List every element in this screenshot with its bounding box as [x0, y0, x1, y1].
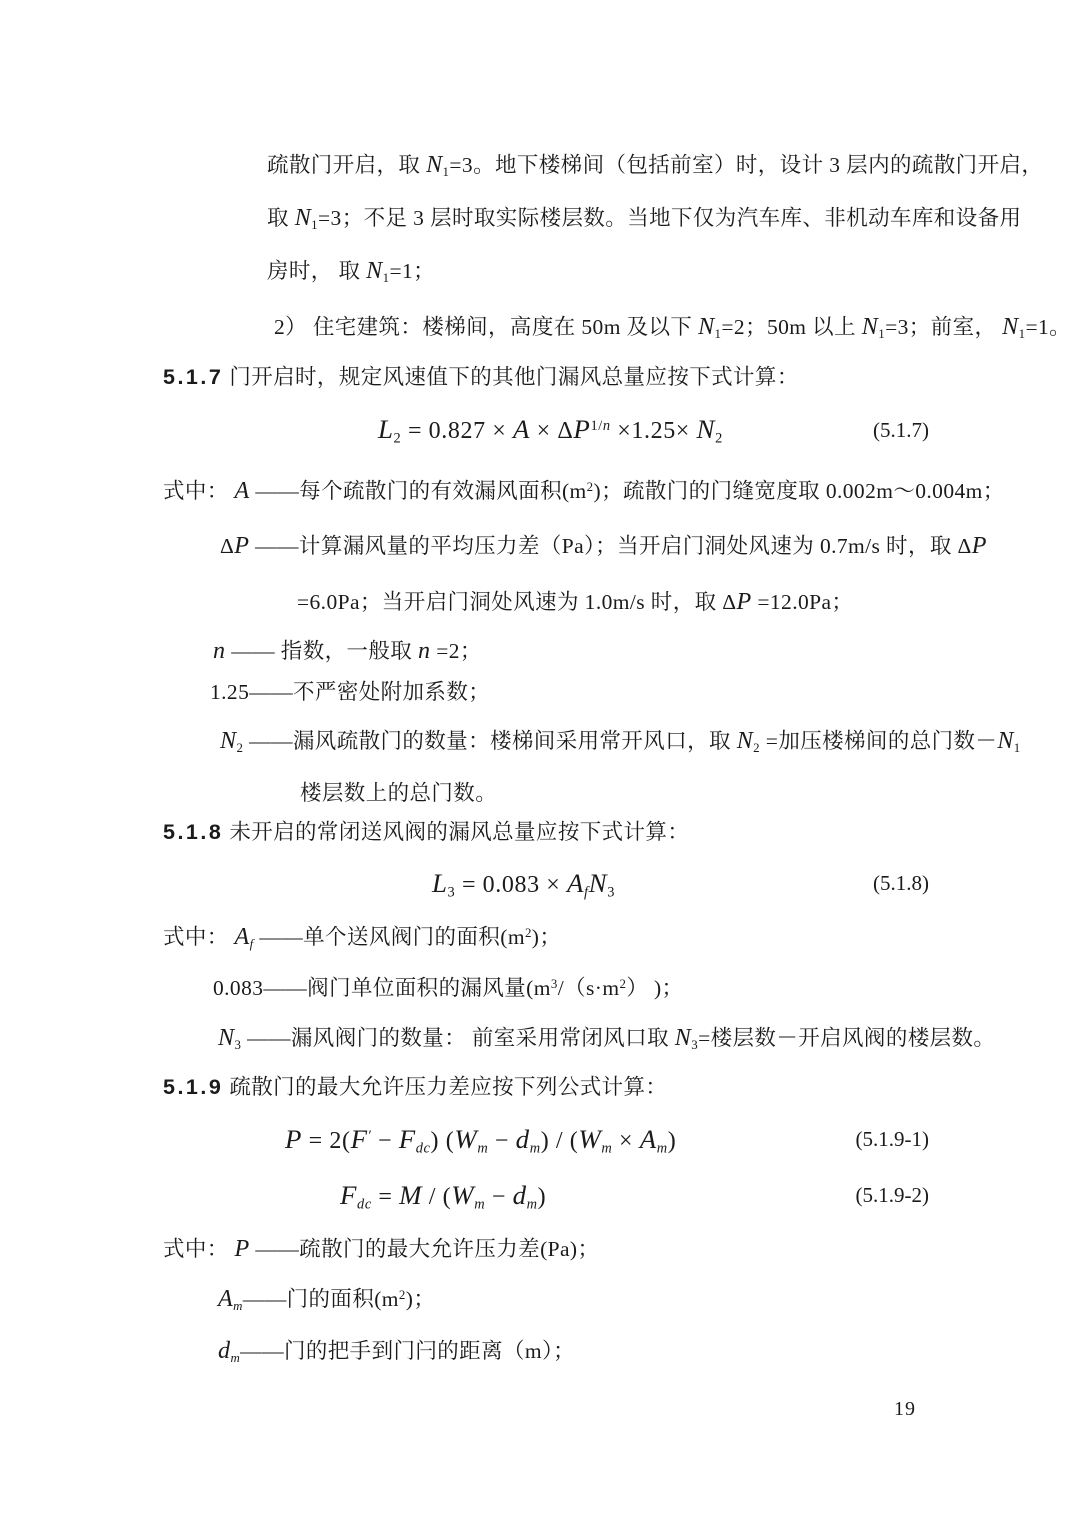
text-segment: F — [398, 1124, 416, 1154]
definition-Am — [218, 1284, 435, 1315]
text-segment: 2 — [524, 925, 532, 940]
text-segment: N — [1002, 314, 1019, 340]
text-segment: 2 — [619, 976, 627, 991]
text-segment: / ( — [422, 1184, 452, 1210]
formula-5-1-9-1 — [285, 1122, 676, 1158]
text-segment: ) / ( — [540, 1128, 579, 1154]
text-segment: 5.1.9 — [163, 1075, 224, 1099]
text-segment: m — [529, 1140, 541, 1157]
text-segment: n — [417, 638, 431, 664]
text-segment: 3 — [607, 884, 615, 901]
text-segment: N — [736, 728, 754, 754]
text-segment: =加压楼梯间的总门数－ — [760, 729, 998, 753]
text-segment: 2 — [715, 430, 723, 447]
text-segment: )；疏散门的门缝宽度取 0.002m～0.004m； — [593, 479, 1005, 503]
definition-delta-p-line-2 — [297, 587, 853, 618]
formula-5-1-7 — [378, 412, 723, 448]
text-segment: ——门的把手到门闩的距离（m）； — [240, 1339, 576, 1363]
text-segment: =12.0Pa； — [751, 590, 854, 614]
text-segment: A — [567, 868, 585, 898]
clause-5-1-9-heading — [163, 1074, 667, 1102]
text-segment: P — [234, 533, 250, 559]
text-segment: 2 — [236, 741, 244, 756]
text-segment: n — [602, 418, 611, 435]
text-segment: 3 — [550, 976, 558, 991]
text-segment: F — [340, 1180, 358, 1210]
text-segment: M — [399, 1180, 423, 1210]
text-segment: =2； — [430, 639, 482, 663]
text-segment: )； — [405, 1287, 436, 1311]
text-segment: m — [477, 1140, 489, 1157]
text-segment: 未开启的常闭送风阀的漏风总量应按下式计算： — [229, 820, 690, 844]
text-segment: d — [218, 1338, 231, 1364]
formula-label-5-1-8: (5.1.8) — [873, 871, 929, 895]
text-segment: 楼层数上的总门数。 — [300, 781, 498, 805]
text-segment: N — [426, 152, 443, 178]
text-segment: 1 — [442, 165, 450, 180]
clause-continuation-line-2 — [267, 203, 1021, 234]
text-segment: F — [350, 1124, 368, 1154]
text-segment: P — [736, 589, 752, 615]
text-segment: n — [213, 638, 226, 664]
text-segment: =3；不足 3 层时取实际楼层数。当地下仅为汽车库、非机动车库和设备用 — [318, 206, 1022, 230]
text-segment: )； — [531, 925, 562, 949]
text-segment: N — [220, 728, 237, 754]
text-segment: 3 — [234, 1038, 242, 1053]
text-segment: ) ( — [430, 1128, 455, 1154]
text-segment: 1 — [1018, 327, 1026, 342]
text-segment: dc — [357, 1196, 372, 1213]
text-segment: 式中： — [163, 925, 235, 949]
text-segment: ——每个疏散门的有效漏风面积(m — [249, 479, 587, 503]
text-segment: =2；50m 以上 — [721, 315, 862, 339]
text-segment: W — [578, 1124, 602, 1154]
text-segment: ′ — [367, 1128, 372, 1145]
list-item-2-residential — [274, 312, 1071, 343]
text-segment: A — [234, 924, 250, 950]
text-segment: 2 — [393, 430, 402, 447]
text-segment: d — [512, 1180, 527, 1210]
text-segment: 2 — [753, 741, 761, 756]
text-segment: 0.083——阀门单位面积的漏风量(m — [213, 976, 551, 1000]
formula-label-5-1-7: (5.1.7) — [873, 418, 929, 442]
text-segment: × — [612, 1128, 640, 1154]
text-segment: m — [230, 1351, 241, 1366]
text-segment: N — [674, 1025, 692, 1051]
definition-n3 — [218, 1023, 995, 1054]
text-segment: W — [451, 1180, 475, 1210]
definition-n — [213, 636, 482, 667]
text-segment: 1 — [382, 271, 390, 286]
text-segment: /（s·m — [557, 976, 620, 1000]
definition-0-083 — [213, 975, 683, 1003]
text-segment: N — [997, 728, 1014, 754]
text-segment: =3。地下楼梯间（包括前室）时，设计 3 层内的疏散门开启， — [449, 153, 1044, 177]
text-segment: 3 — [447, 884, 456, 901]
text-segment: 疏散门的最大允许压力差应按下列公式计算： — [229, 1075, 668, 1099]
text-segment: = 2( — [302, 1128, 351, 1154]
text-segment: ——单个送风阀门的面积(m — [253, 925, 525, 949]
text-segment: = 0.083 × — [455, 872, 568, 898]
text-segment: 2） 住宅建筑：楼梯间，高度在 50m 及以下 — [274, 315, 699, 339]
page-number: 19 — [894, 1398, 916, 1420]
text-segment: ） )； — [626, 976, 684, 1000]
text-segment: 式中： — [163, 479, 235, 503]
text-segment: —— 指数，一般取 — [225, 639, 418, 663]
text-segment: 1 — [311, 218, 319, 233]
text-segment: 2 — [398, 1287, 406, 1302]
definition-dm — [218, 1336, 575, 1367]
text-segment: A — [234, 478, 250, 504]
definition-delta-p-line-1 — [220, 531, 987, 562]
text-segment: m — [526, 1196, 538, 1213]
text-segment: N — [696, 414, 716, 444]
text-segment: 1/ — [590, 418, 603, 435]
text-segment: =楼层数－开启风阀的楼层数。 — [698, 1026, 996, 1050]
text-segment: m — [601, 1140, 613, 1157]
text-segment: N — [294, 205, 312, 231]
text-segment: =1。 — [1025, 315, 1072, 339]
text-segment: ——门的面积(m — [242, 1287, 399, 1311]
definition-A — [163, 476, 1005, 507]
text-segment: Δ — [220, 534, 235, 558]
text-segment: 5.1.8 — [163, 820, 224, 844]
text-segment: N — [698, 314, 715, 340]
text-segment: m — [656, 1140, 668, 1157]
text-segment: N — [218, 1025, 235, 1051]
text-segment: 疏散门开启，取 — [267, 153, 427, 177]
text-segment: 式中： — [163, 1237, 235, 1261]
definition-Af — [163, 922, 561, 953]
text-segment: m — [233, 1299, 243, 1314]
text-segment: ——漏风阀门的数量： 前室采用常闭风口取 — [241, 1026, 675, 1050]
text-segment: 1 — [1013, 741, 1021, 756]
text-segment: P — [234, 1236, 250, 1262]
text-segment: P — [971, 533, 987, 559]
formula-label-5-1-9-2: (5.1.9-2) — [855, 1183, 929, 1207]
text-segment: − — [371, 1128, 399, 1154]
text-segment: ——漏风疏散门的数量：楼梯间采用常开风口，取 — [243, 729, 737, 753]
text-segment: f — [249, 937, 254, 952]
formula-label-5-1-9-1: (5.1.9-1) — [855, 1127, 929, 1151]
text-segment: W — [454, 1124, 478, 1154]
text-segment: × Δ — [530, 418, 574, 444]
text-segment: N — [861, 314, 879, 340]
text-segment: ——计算漏风量的平均压力差（Pa）；当开启门洞处风速为 0.7m/s 时，取 Δ — [249, 534, 972, 558]
text-segment: ) — [537, 1184, 547, 1210]
text-segment: A — [513, 414, 531, 444]
text-segment: =6.0Pa；当开启门洞处风速为 1.0m/s 时，取 Δ — [297, 590, 737, 614]
text-segment: P — [573, 414, 591, 444]
text-segment: − — [485, 1184, 513, 1210]
text-segment: ×1.25× — [610, 418, 697, 444]
clause-continuation-line-1 — [267, 150, 1043, 181]
text-segment: 1 — [878, 327, 886, 342]
text-segment: ) — [667, 1128, 677, 1154]
text-segment: ——疏散门的最大允许压力差(Pa)； — [249, 1237, 600, 1261]
text-segment: = 0.827 × — [401, 418, 514, 444]
text-segment: =3；前室， — [885, 315, 1003, 339]
text-segment: 2 — [586, 479, 594, 494]
definition-n2-line-2 — [300, 780, 497, 808]
formula-5-1-9-2 — [340, 1178, 546, 1214]
text-segment: − — [488, 1128, 516, 1154]
text-segment: P — [285, 1124, 303, 1154]
text-segment: 1.25——不严密处附加系数； — [210, 680, 491, 704]
text-segment: L — [432, 868, 448, 898]
text-segment: m — [474, 1196, 486, 1213]
text-segment: 取 — [267, 206, 295, 230]
text-segment: 房时， 取 — [267, 259, 367, 283]
text-segment: d — [515, 1124, 530, 1154]
text-segment: L — [378, 414, 394, 444]
definition-1-25 — [210, 679, 490, 707]
text-segment: 3 — [691, 1038, 699, 1053]
text-segment: N — [366, 258, 383, 284]
text-segment: A — [218, 1286, 234, 1312]
text-segment: f — [584, 884, 589, 901]
definition-P — [163, 1234, 599, 1265]
clause-5-1-8-heading — [163, 819, 689, 847]
clause-continuation-line-3 — [267, 256, 435, 287]
text-segment: 5.1.7 — [163, 365, 224, 389]
clause-5-1-7-heading — [163, 364, 799, 392]
definition-n2-line-1 — [220, 726, 1021, 757]
text-segment: = — [371, 1184, 400, 1210]
text-segment: 1 — [714, 327, 722, 342]
text-segment: A — [639, 1124, 657, 1154]
formula-5-1-8 — [432, 866, 615, 902]
text-segment: dc — [415, 1140, 431, 1157]
text-segment: N — [588, 868, 608, 898]
text-segment: 门开启时，规定风速值下的其他门漏风总量应按下式计算： — [229, 365, 799, 389]
text-segment: =1； — [389, 259, 436, 283]
